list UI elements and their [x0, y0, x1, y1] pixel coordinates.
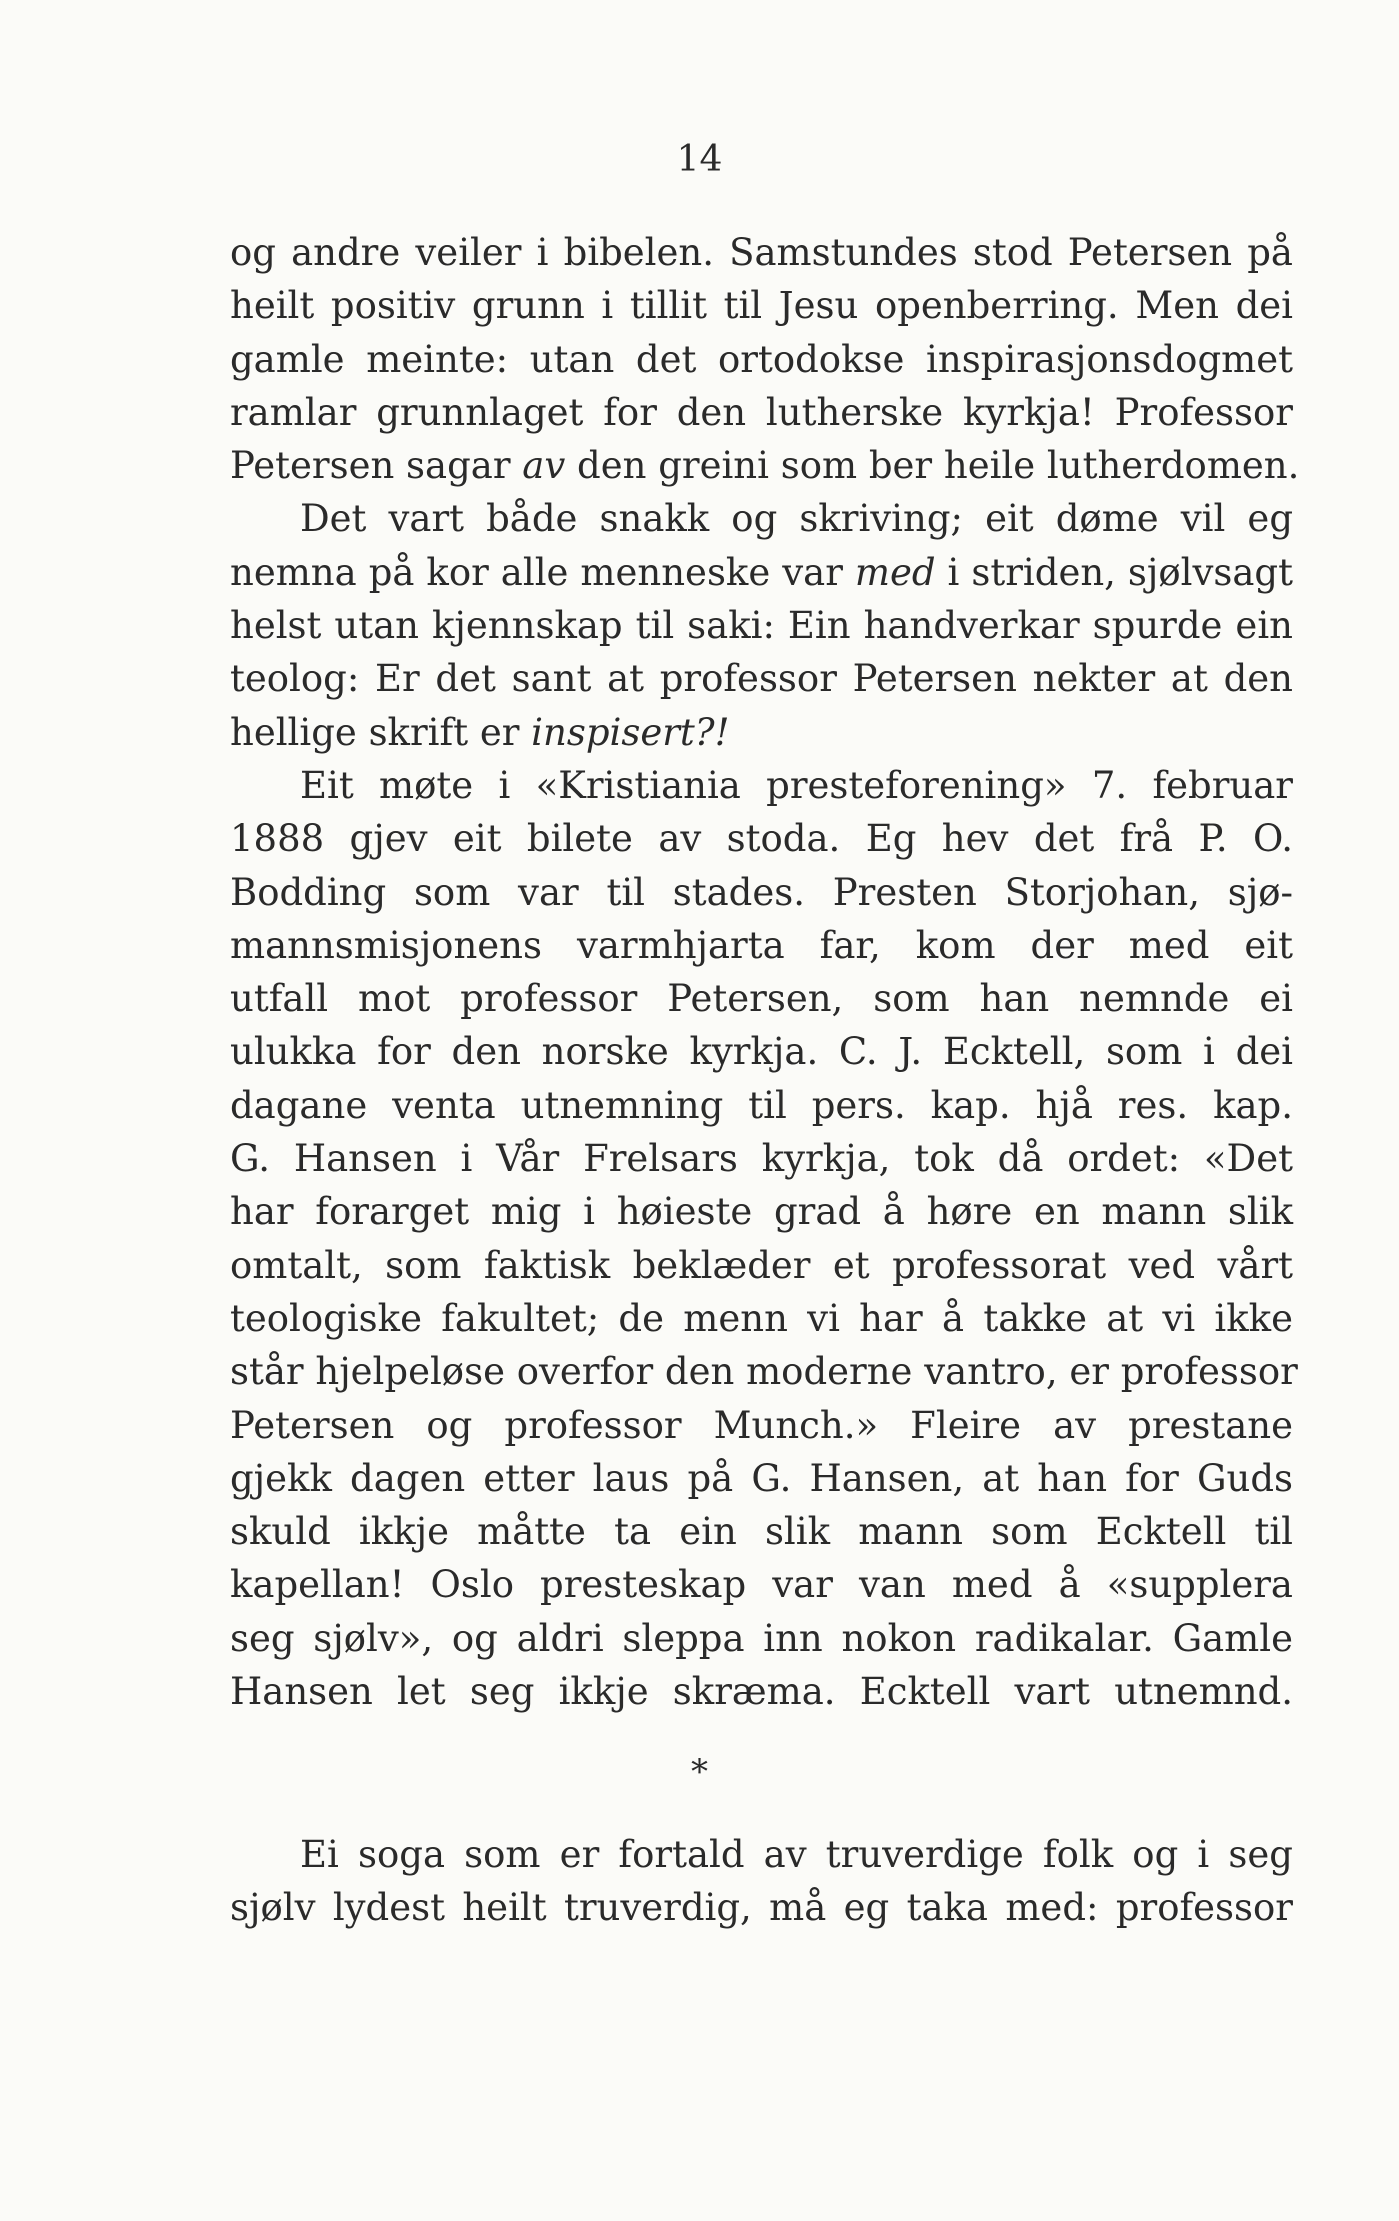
text-line: Hansen let seg ikkje skræma. Ecktell vart utnemnd. — [230, 1670, 1293, 1714]
text-line: Petersen og professor Munch.» Fleire av prestane — [230, 1403, 1293, 1447]
text-span: nemna på kor alle menneske var — [230, 550, 855, 594]
text-line: kapellan! Oslo presteskap var van med å «supplera — [230, 1563, 1293, 1607]
text-line: utfall mot professor Petersen, som han nemnde ei — [230, 977, 1293, 1021]
text-span: i striden, sjølvsagt — [935, 550, 1293, 594]
text-line: sjølv lydest heilt truverdig, må eg taka med: professor — [230, 1886, 1293, 1930]
text-line: helst utan kjennskap til saki: Ein handverkar spurde ein — [230, 604, 1293, 648]
text-line: teologiske fakultet; de menn vi har å takke at vi ikke — [230, 1296, 1293, 1340]
paragraph-1 — [230, 226, 1300, 492]
page-number: 14 — [676, 139, 723, 180]
text-line: gamle meinte: utan det ortodokse inspirasjonsdogmet — [230, 337, 1293, 381]
body-text — [230, 226, 1300, 1718]
text-span: Petersen sagar — [230, 444, 523, 488]
text-line: Bodding som var til stades. Presten Storjohan, sjø- — [230, 870, 1293, 914]
body-text-continued — [230, 1828, 1293, 1935]
text-line: seg sjølv», og aldri sleppa inn nokon radikalar. Gamle — [230, 1616, 1293, 1660]
text-line: skuld ikkje måtte ta ein slik mann som Ecktell til — [230, 1510, 1293, 1554]
text-line: omtalt, som faktisk beklæder et professorat ved vårt — [230, 1243, 1293, 1287]
text-line: gjekk dagen etter laus på G. Hansen, at han for Guds — [230, 1456, 1293, 1500]
section-separator: * — [691, 1752, 708, 1792]
text-line: mannsmisjonens varmhjarta far, kom der med eit — [230, 923, 1293, 967]
text-line: Ei soga som er fortald av truverdige folk og i seg — [300, 1833, 1293, 1876]
text-line: står hjelpeløse overfor den moderne vantro, er professor — [230, 1350, 1298, 1394]
text-line — [230, 439, 1300, 492]
paragraph-3 — [230, 759, 1298, 1718]
italic-text: inspisert?! — [531, 710, 730, 754]
text-span: hellige skrift er — [230, 710, 532, 754]
text-line: Det vart både snakk og skriving; eit døme vil eg — [300, 497, 1293, 541]
italic-text: med — [854, 550, 936, 594]
paragraph-4 — [230, 1828, 1293, 1935]
text-line — [230, 546, 1293, 599]
text-line: 1888 gjev eit bilete av stoda. Eg hev det frå P. O. — [230, 817, 1293, 861]
text-line — [230, 706, 1293, 759]
italic-text: av — [522, 444, 566, 488]
text-line: ulukka for den norske kyrkja. C. J. Ecktell, som i dei — [230, 1030, 1293, 1074]
text-line: dagane venta utnemning til pers. kap. hjå res. kap. — [230, 1083, 1293, 1127]
paragraph-2 — [230, 492, 1293, 758]
text-line: G. Hansen i Vår Frelsars kyrkja, tok då ordet: «Det — [230, 1137, 1293, 1181]
text-line: heilt positiv grunn i tillit til Jesu openberring. Men dei — [230, 284, 1293, 328]
text-line: ramlar grunnlaget for den lutherske kyrkja! Professor — [230, 390, 1293, 434]
text-line: teolog: Er det sant at professor Petersen nekter at den — [230, 657, 1293, 701]
text-line: og andre veiler i bibelen. Samstundes stod Petersen på — [230, 231, 1293, 274]
text-span: den greini som ber heile lutherdomen. — [565, 444, 1300, 488]
text-line: Eit møte i «Kristiania presteforening» 7. februar — [300, 763, 1293, 807]
text-line: har forarget mig i høieste grad å høre en mann slik — [230, 1190, 1293, 1234]
